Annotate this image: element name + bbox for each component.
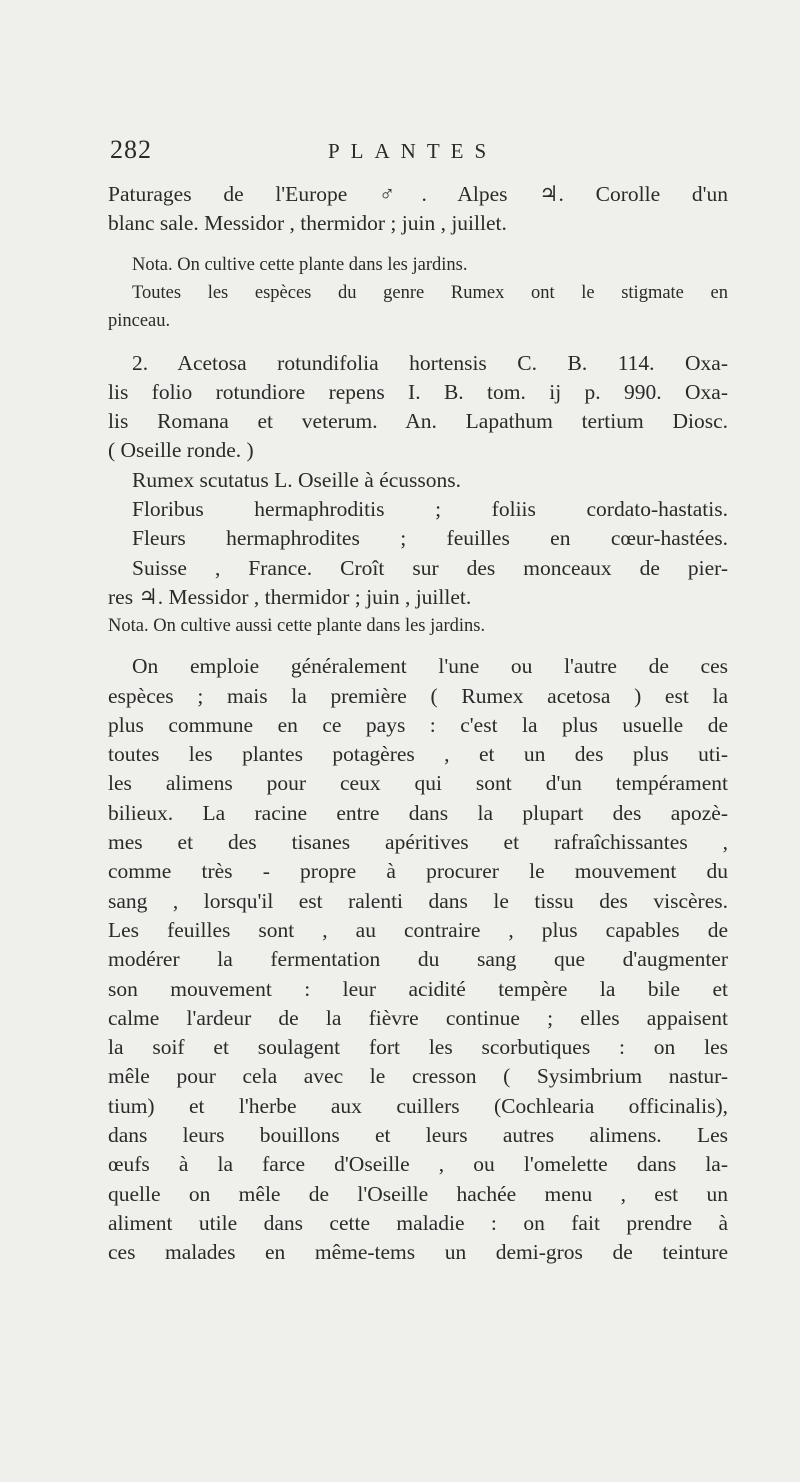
- text-line: res ♃. Messidor , thermidor ; juin , juillet.: [108, 584, 472, 609]
- text-line: bilieux. La racine entre dans la plupart des apozè-: [108, 800, 728, 825]
- text-line: calme l'ardeur de la fièvre continue ; elles appaisent: [108, 1005, 728, 1030]
- text-line: blanc sale. Messidor , thermidor ; juin , juillet.: [108, 211, 507, 236]
- text-line: espèces ; mais la première ( Rumex acetosa ) est la: [108, 683, 728, 708]
- text-line: les alimens pour ceux qui sont d'un tempérament: [108, 771, 728, 796]
- text-line: Floribus hermaphroditis ; foliis cordato-hastatis.: [132, 497, 728, 522]
- text-line: On emploie généralement l'une ou l'autre de ces: [132, 654, 728, 679]
- text-line: comme très - propre à procurer le mouvement du: [108, 859, 728, 884]
- body-text: [108, 180, 728, 1268]
- paragraph-usage: [108, 652, 728, 1267]
- text-line: Fleurs hermaphrodites ; feuilles en cœur-hastées.: [132, 526, 728, 551]
- text-line: lis folio rotundiore repens I. B. tom. ij p. 990. Oxa-: [108, 379, 728, 404]
- text-line: œufs à la farce d'Oseille , ou l'omelette dans la-: [108, 1152, 728, 1177]
- text-line: la soif et soulagent fort les scorbutiques : on les: [108, 1035, 728, 1060]
- page-number: 282: [110, 135, 152, 164]
- text-line: ces malades en même-tems un demi-gros de teinture: [108, 1240, 728, 1265]
- text-line: Les feuilles sont , au contraire , plus capables de: [108, 917, 728, 942]
- text-line: Suisse , France. Croît sur des monceaux de pier-: [132, 555, 728, 580]
- text-line: Toutes les espèces du genre Rumex ont le stigmate en: [132, 282, 728, 303]
- paragraph-nota-2: [108, 612, 728, 640]
- text-line: toutes les plantes potagères , et un des plus uti-: [108, 742, 728, 767]
- text-line: son mouvement : leur acidité tempère la bile et: [108, 976, 728, 1001]
- text-line: ( Oseille ronde. ): [108, 438, 254, 463]
- paragraph-nota-1: [108, 251, 728, 335]
- paragraph-species-2: [108, 349, 728, 613]
- text-line: Nota. On cultive aussi cette plante dans les jardins.: [108, 616, 486, 637]
- text-line: Nota. On cultive cette plante dans les jardins.: [132, 254, 468, 275]
- page-header: [110, 135, 730, 169]
- text-line: mes et des tisanes apéritives et rafraîchissantes ,: [108, 830, 728, 855]
- text-line: 2. Acetosa rotundifolia hortensis C. B. 114. Oxa-: [132, 350, 728, 375]
- text-line: lis Romana et veterum. An. Lapathum tertium Diosc.: [108, 409, 728, 434]
- text-line: modérer la fermentation du sang que d'augmenter: [108, 947, 728, 972]
- text-line: Rumex scutatus L. Oseille à écussons.: [132, 467, 462, 492]
- text-line: plus commune en ce pays : c'est la plus usuelle de: [108, 712, 728, 737]
- paragraph-habitat: [108, 180, 728, 239]
- text-line: pinceau.: [108, 310, 171, 331]
- text-line: tium) et l'herbe aux cuillers (Cochlearia officinalis),: [108, 1093, 728, 1118]
- text-line: quelle on mêle de l'Oseille hachée menu , est un: [108, 1181, 728, 1206]
- text-line: mêle pour cela avec le cresson ( Sysimbrium nastur-: [108, 1064, 728, 1089]
- text-line: aliment utile dans cette maladie : on fait prendre à: [108, 1210, 728, 1235]
- text-line: Paturages de l'Europe ♂. Alpes ♃. Corolle d'un: [108, 182, 728, 206]
- text-line: dans leurs bouillons et leurs autres alimens. Les: [108, 1123, 728, 1148]
- running-head: PLANTES: [328, 139, 498, 163]
- text-line: sang , lorsqu'il est ralenti dans le tissu des viscères.: [108, 888, 728, 913]
